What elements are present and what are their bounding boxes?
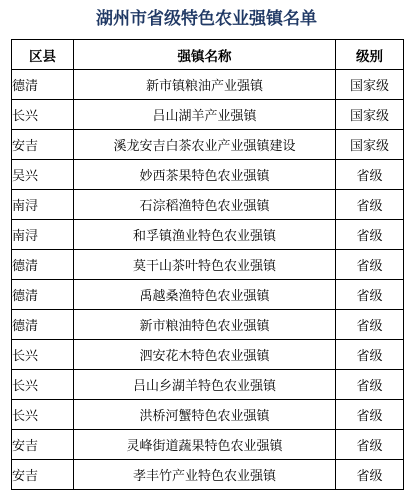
cell-district: 长兴 [12,100,74,130]
cell-level: 省级 [336,250,404,280]
cell-district: 南浔 [12,220,74,250]
table-row [12,280,404,310]
table-row [12,460,404,490]
cell-town-name: 溪龙安吉白茶农业产业强镇建设 [74,130,336,160]
table-row [12,370,404,400]
cell-district: 德清 [12,310,74,340]
cell-town-name: 新市粮油特色农业强镇 [74,310,336,340]
cell-level: 省级 [336,340,404,370]
header-town-name: 强镇名称 [74,40,336,70]
cell-level: 省级 [336,280,404,310]
table-row [12,160,404,190]
cell-district: 长兴 [12,370,74,400]
cell-town-name: 吕山湖羊产业强镇 [74,100,336,130]
cell-town-name: 和孚镇渔业特色农业强镇 [74,220,336,250]
cell-district: 长兴 [12,340,74,370]
table-row [12,220,404,250]
table-row [12,70,404,100]
cell-level: 省级 [336,160,404,190]
cell-town-name: 妙西茶果特色农业强镇 [74,160,336,190]
cell-district: 安吉 [12,430,74,460]
table-row [12,100,404,130]
table-row [12,400,404,430]
cell-town-name: 莫干山茶叶特色农业强镇 [74,250,336,280]
cell-town-name: 洪桥河蟹特色农业强镇 [74,400,336,430]
cell-town-name: 孝丰竹产业特色农业强镇 [74,460,336,490]
cell-town-name: 石淙稻渔特色农业强镇 [74,190,336,220]
cell-district: 德清 [12,70,74,100]
cell-level: 省级 [336,310,404,340]
table-row [12,250,404,280]
cell-district: 安吉 [12,130,74,160]
document-title: 湖州市省级特色农业强镇名单 [96,9,317,29]
table-row [12,310,404,340]
town-list-table [11,39,404,490]
cell-level: 省级 [336,190,404,220]
table-row [12,130,404,160]
cell-town-name: 新市镇粮油产业强镇 [74,70,336,100]
cell-level: 省级 [336,400,404,430]
cell-level: 国家级 [336,100,404,130]
cell-district: 德清 [12,280,74,310]
cell-level: 省级 [336,370,404,400]
header-level: 级别 [336,40,404,70]
header-district: 区县 [12,40,74,70]
table-header-row [12,40,404,70]
cell-level: 国家级 [336,70,404,100]
cell-district: 安吉 [12,460,74,490]
table-row [12,190,404,220]
cell-town-name: 禹越桑渔特色农业强镇 [74,280,336,310]
table-row [12,340,404,370]
cell-district: 吴兴 [12,160,74,190]
cell-level: 省级 [336,430,404,460]
cell-level: 省级 [336,460,404,490]
cell-level: 国家级 [336,130,404,160]
cell-town-name: 泗安花木特色农业强镇 [74,340,336,370]
cell-town-name: 吕山乡湖羊特色农业强镇 [74,370,336,400]
cell-level: 省级 [336,220,404,250]
cell-town-name: 灵峰街道蔬果特色农业强镇 [74,430,336,460]
cell-district: 德清 [12,250,74,280]
cell-district: 南浔 [12,190,74,220]
cell-district: 长兴 [12,400,74,430]
table-row [12,430,404,460]
